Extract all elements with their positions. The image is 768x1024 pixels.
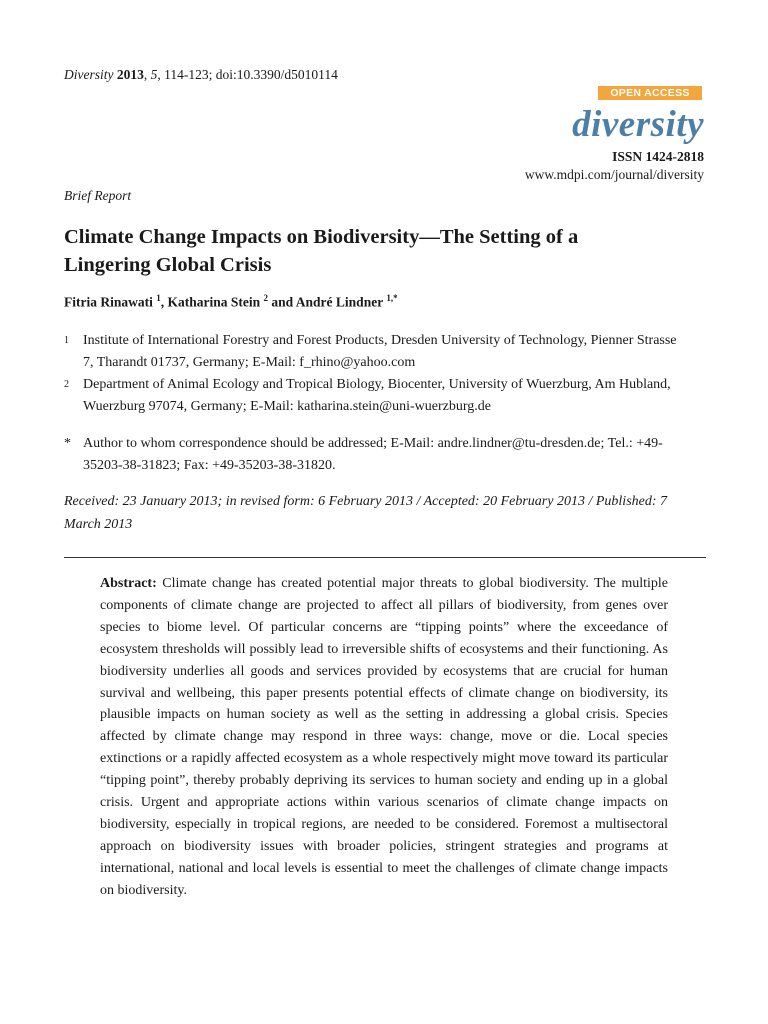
abstract-label: Abstract: <box>100 576 157 591</box>
affiliation-text: Institute of International Forestry and Forest Products, Dresden University of Technology, Pienner Strasse 7, Tharandt 01737, Germany; E-Mail: f_rhino@yahoo.com <box>83 333 677 370</box>
affiliation-marker: 1 <box>64 335 69 346</box>
journal-url: www.mdpi.com/journal/diversity <box>524 167 704 182</box>
affiliation <box>64 374 684 418</box>
section-divider <box>64 557 706 558</box>
citation-volume: 5 <box>150 67 158 82</box>
journal-logo: diversity <box>572 104 704 145</box>
author-list <box>64 293 398 311</box>
citation-pages-doi: , 114-123; doi:10.3390/d5010114 <box>157 67 338 82</box>
author-name: André Lindner <box>295 294 383 310</box>
author-name: Katharina Stein <box>167 294 261 310</box>
affiliation-text: Department of Animal Ecology and Tropical Biology, Biocenter, University of Wuerzburg, Am Hubland, Wuerzburg 97074, Germany; E-Mail: katharina.stein@uni-wuerzburg.de <box>83 377 671 414</box>
article-type: Brief Report <box>64 188 132 203</box>
author-name: Fitria Rinawati <box>64 294 153 310</box>
affiliation-marker: 2 <box>64 379 69 390</box>
publication-dates: Received: 23 January 2013; in revised form: 6 February 2013 / Accepted: 20 February 2013 / Published: 7 March 2013 <box>64 494 668 532</box>
correspondence-marker: * <box>64 436 71 451</box>
abstract-text: Climate change has created potential major threats to global biodiversity. The multiple components of climate change are projected to affect all pillars of biodiversity, from genes over species to biome level. Of particular concerns are “tipping points” where the exceedance of ecosystem thresholds will possibly lead to irreversible shifts of ecosystems and their functioning. As biodiversity underlies all goods and services provided by ecosystems that are crucial for human survival and wellbeing, this paper presents potential effects of climate change on biodiversity, its plausible impacts on human society as well as the setting in addressing a global crisis. Species affected by climate change may respond in three ways: change, move or die. Local species extinctions or a rapidly affected ecosystem as a whole respectively might move toward its particular “tipping point”, thereby probably depriving its services to human society and ending up in a global crisis. Urgent and appropriate actions within various scenarios of climate change impacts on biodiversity, especially in tropical regions, are needed to be considered. Foremost a multisectoral approach on biodiversity issues with broader policies, stringent strategies and programs at international, national and local levels is essential to meet the challenges of climate change impacts on biodiversity. <box>100 576 669 898</box>
author-separator: , <box>160 294 168 310</box>
affiliation <box>64 330 684 374</box>
citation-line: Diversity 2013, 5, 114-123; doi:10.3390/d5010114 <box>64 67 338 82</box>
issn: ISSN 1424-2818 <box>612 149 704 164</box>
journal-name: Diversity <box>64 67 114 82</box>
citation-year: 2013 <box>116 67 144 82</box>
article-title: Climate Change Impacts on Biodiversity—The Setting of a Lingering Global Crisis <box>64 226 579 276</box>
correspondence-note <box>64 433 684 477</box>
correspondence-text: Author to whom correspondence should be addressed; E-Mail: andre.lindner@tu-dresden.de; Tel.: +49-35203-38-31823; Fax: +49-35203-38-31820. <box>83 436 663 473</box>
author-affiliation-mark: 1 <box>156 293 161 303</box>
author-affiliation-mark: 2 <box>263 293 269 303</box>
open-access-badge: OPEN ACCESS <box>598 86 702 100</box>
author-conjunction: and <box>268 294 296 310</box>
abstract <box>100 573 668 902</box>
author-affiliation-mark: 1,* <box>386 293 398 303</box>
